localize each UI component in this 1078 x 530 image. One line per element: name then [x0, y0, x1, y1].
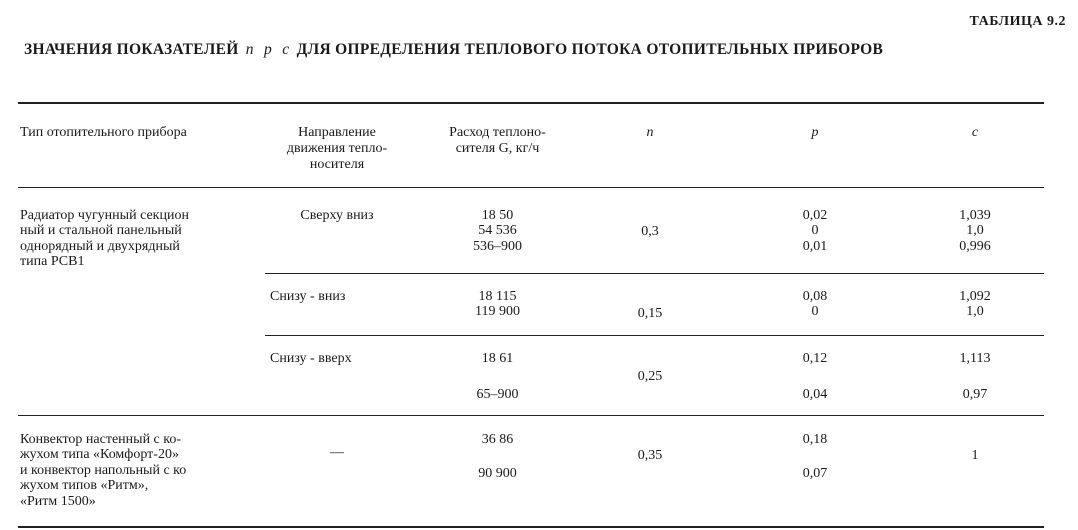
row-divider-2	[265, 335, 1044, 336]
c-value-convector: 1	[971, 448, 979, 463]
direction-bottom-down: Снизу - вниз	[270, 289, 346, 304]
table-top-rule	[18, 102, 1044, 104]
header-device-type: Тип отопительного прибора	[20, 125, 187, 140]
flow-values-row-2: 18 115 119 900	[475, 289, 520, 320]
device-radiator: Радиатор чугунный секцион ный и стальной панельный однорядный и двухрядный типа РСВ1	[20, 208, 189, 270]
title-text-after: ДЛЯ ОПРЕДЕЛЕНИЯ ТЕПЛОВОГО ПОТОКА ОТОПИТЕЛЬНЫХ ПРИБОРОВ	[296, 41, 884, 58]
p-value-row-3a: 0,12	[802, 351, 828, 366]
table-title	[24, 41, 1044, 59]
c-values-row-1: 1,039 1,0 0,996	[959, 208, 991, 254]
flow-value-row-3a: 18 61	[481, 351, 514, 366]
title-var-c: c	[282, 41, 290, 58]
direction-none-dash: —	[330, 445, 344, 460]
header-c: c	[971, 125, 979, 140]
title-var-n: n	[245, 41, 254, 58]
flow-values-row-1: 18 50 54 536 536–900	[473, 208, 522, 254]
flow-value-convector-a: 36 86	[481, 432, 514, 447]
header-p: p	[811, 125, 819, 140]
n-value-convector: 0,35	[637, 448, 663, 463]
device-convector: Конвектор настенный с ко- жухом типа «Комфорт-20» и конвектор напольный с ко жухом типов «Ритм», «Ритм 1500»	[20, 432, 187, 509]
p-value-convector-b: 0,07	[802, 466, 828, 481]
header-bottom-rule	[18, 187, 1044, 188]
row-divider-1	[265, 273, 1044, 274]
table-label: ТАБЛИЦА 9.2	[969, 14, 1066, 29]
n-value-row-2: 0,15	[637, 306, 663, 321]
header-n: n	[646, 125, 654, 140]
c-value-row-3b: 0,97	[962, 387, 988, 402]
n-value-row-1: 0,3	[641, 224, 659, 239]
title-var-p: p	[264, 41, 273, 58]
p-value-convector-a: 0,18	[802, 432, 828, 447]
table-bottom-rule	[18, 526, 1044, 528]
n-value-row-3: 0,25	[637, 369, 663, 384]
p-values-row-2: 0,08 0	[802, 289, 828, 320]
title-text-before: ЗНАЧЕНИЯ ПОКАЗАТЕЛЕЙ	[24, 41, 239, 58]
p-values-row-1: 0,02 0 0,01	[802, 208, 828, 254]
direction-top-down: Сверху вниз	[300, 208, 374, 223]
group-divider-rule	[18, 415, 1044, 416]
p-value-row-3b: 0,04	[802, 387, 828, 402]
header-flow-rate: Расход теплоно- сителя G, кг/ч	[449, 125, 546, 157]
flow-value-convector-b: 90 900	[478, 466, 517, 481]
direction-bottom-up: Снизу - вверх	[270, 351, 352, 366]
header-direction: Направление движения тепло- носителя	[286, 125, 388, 173]
c-values-row-2: 1,092 1,0	[959, 289, 991, 320]
c-value-row-3a: 1,113	[959, 351, 991, 366]
flow-value-row-3b: 65–900	[476, 387, 519, 402]
